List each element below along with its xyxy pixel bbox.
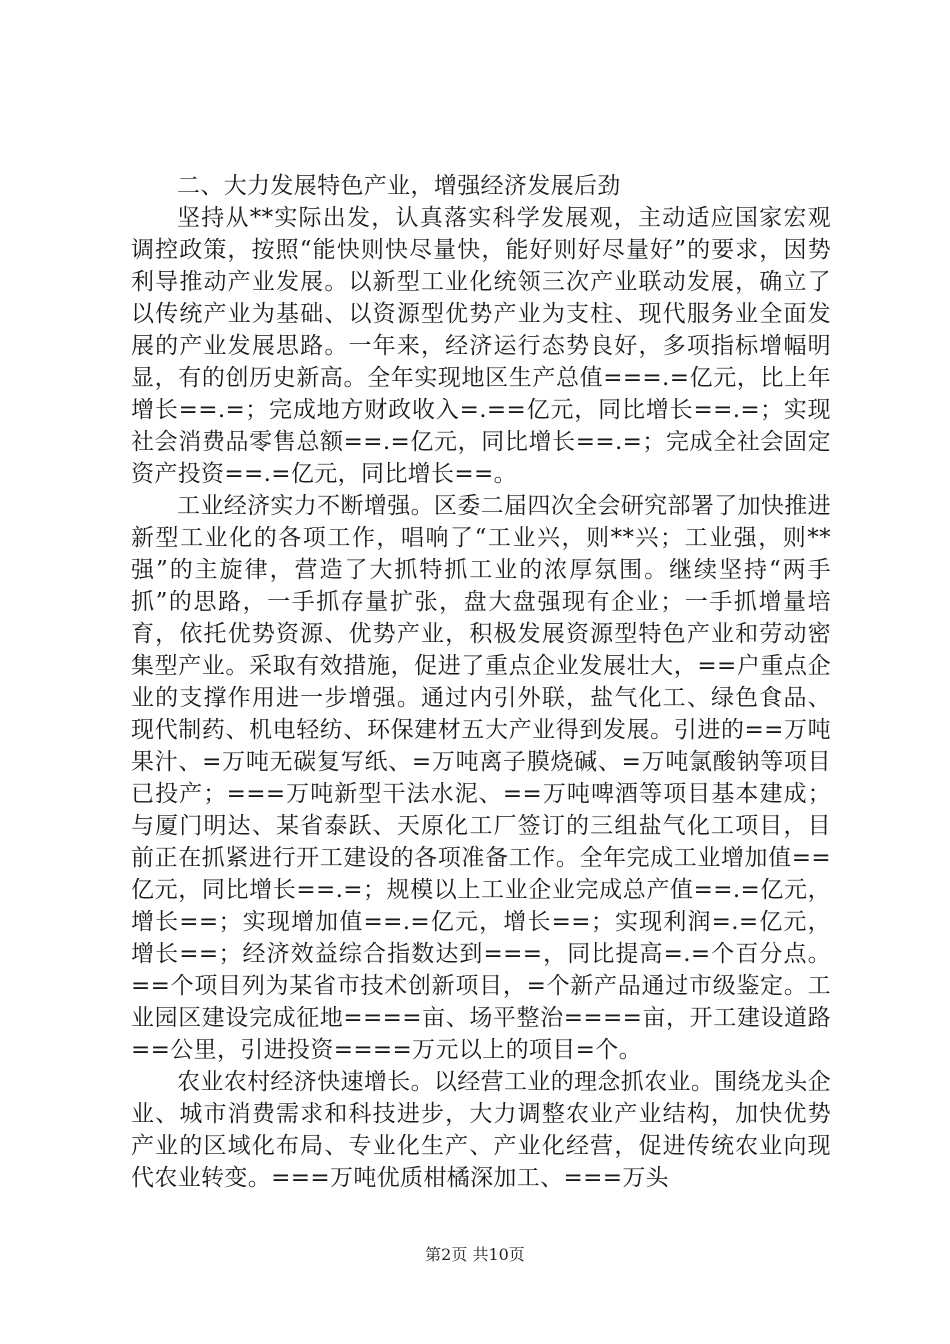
- paragraph-agriculture: 农业农村经济快速增长。以经营工业的理念抓农业。围绕龙头企业、城市消费需求和科技进步，大力调整农业产业结构，加快优势产业的区域化布局、专业化生产、产业化经营，促进传统农业向现代农业转变。===万吨优质柑橘深加工、===万头: [131, 1069, 831, 1191]
- section-heading: 二、大力发展特色产业，增强经济发展后劲: [177, 173, 621, 199]
- paragraph-overview: 坚持从**实际出发，认真落实科学发展观，主动适应国家宏观调控政策，按照“能快则快尽量快，能好则好尽量好”的要求，因势利导推动产业发展。以新型工业化统领三次产业联动发展，确立了以传统产业为基础、以资源型优势产业为支柱、现代服务业全面发展的产业发展思路。一年来，经济运行态势良好，多项指标增幅明显，有的创历史新高。全年实现地区生产总值===.=亿元，比上年增长==.=；完成地方财政收入=.==亿元，同比增长==.=；实现社会消费品零售总额==.=亿元，同比增长==.=；完成全社会固定资产投资==.=亿元，同比增长==。: [131, 205, 831, 487]
- document-body: [131, 170, 831, 1194]
- paragraph-industry: 工业经济实力不断增强。区委二届四次全会研究部署了加快推进新型工业化的各项工作，唱响了“工业兴，则**兴；工业强，则**强”的主旋律，营造了大抓特抓工业的浓厚氛围。继续坚持“两手抓”的思路，一手抓存量扩张，盘大盘强现有企业；一手抓增量培育，依托优势资源、优势产业，积极发展资源型特色产业和劳动密集型产业。采取有效措施，促进了重点企业发展壮大，==户重点企业的支撑作用进一步增强。通过内引外联，盐气化工、绿色食品、现代制药、机电轻纺、环保建材五大产业得到发展。引进的==万吨果汁、=万吨无碳复写纸、=万吨离子膜烧碱、=万吨氯酸钠等项目已投产；===万吨新型干法水泥、==万吨啤酒等项目基本建成；与厦门明达、某省泰跃、天原化工厂签订的三组盐气化工项目，目前正在抓紧进行开工建设的各项准备工作。全年完成工业增加值==亿元，同比增长==.=；规模以上工业企业完成总产值==.=亿元，增长==；实现增加值==.=亿元，增长==；实现利润=.=亿元，增长==；经济效益综合指数达到===，同比提高=.=个百分点。==个项目列为某省市技术创新项目，=个新产品通过市级鉴定。工业园区建设完成征地====亩、场平整治====亩，开工建设道路==公里，引进投资====万元以上的项目=个。: [131, 493, 831, 1063]
- page-number-footer: 第2页 共10页: [425, 1245, 525, 1264]
